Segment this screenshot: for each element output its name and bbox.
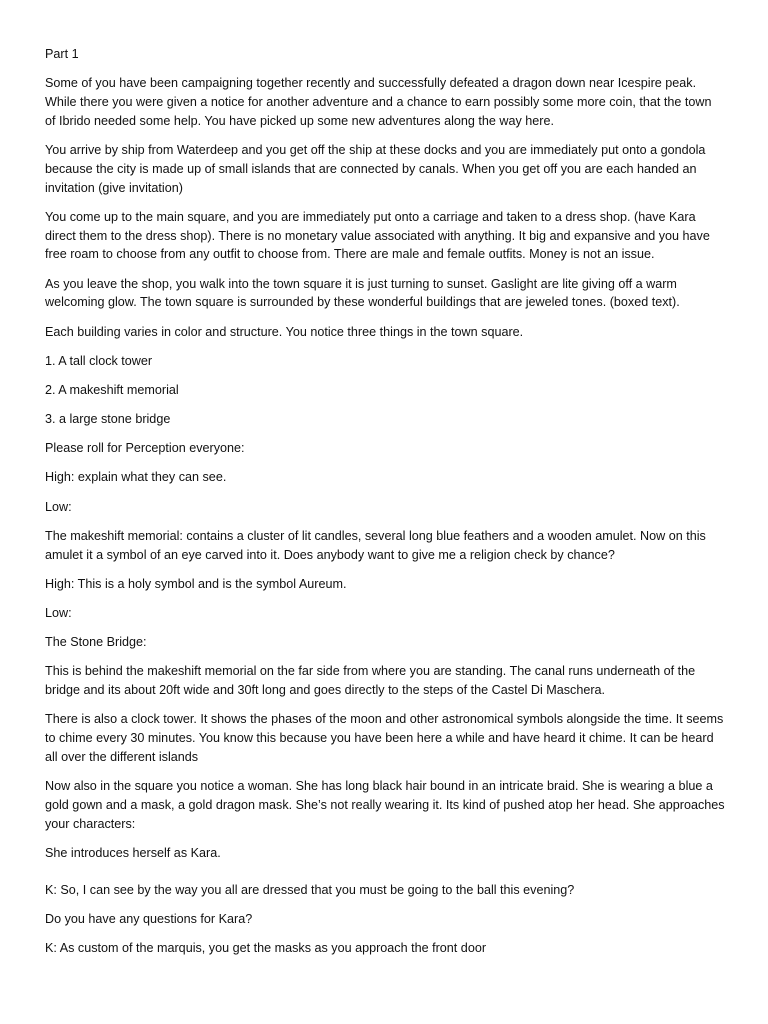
list-item-memorial: 2. A makeshift memorial: [45, 382, 179, 397]
paragraph-town-square: As you leave the shop, you walk into the town square it is just turning to sunset. Gaslight are lite giving off a warm welcoming glow. The town square is surrounded by these wonderful buildings that are jeweled tones. (boxed text).: [45, 276, 680, 310]
paragraph-arrival: You arrive by ship from Waterdeep and you get off the ship at these docks and you are immediately put onto a gondola because the city is made up of small islands that are connected by canals. When you get off you are each handed an invitation (give invitation): [45, 142, 706, 195]
paragraph-stone-bridge: This is behind the makeshift memorial on the far side from where you are standing. The canal runs underneath of the bridge and its about 20ft wide and 30ft long and goes directly to the steps of the Castel Di Maschera.: [45, 664, 696, 698]
dialogue-kara-ball: K: So, I can see by the way you all are dressed that you must be going to the ball this evening?: [45, 883, 575, 898]
document-page: [45, 45, 725, 969]
paragraph-dress-shop: You come up to the main square, and you are immediately put onto a carriage and taken to a dress shop. (have Kara direct them to the dress shop). There is no monetary value associated with anything. It big and expansive and you have free roam to choose from any outfit to choose from. There are male and female outfits. Money is not an issue.: [45, 209, 710, 262]
paragraph-perception-low: Low:: [45, 499, 72, 514]
list-item-clock-tower: 1. A tall clock tower: [45, 353, 153, 368]
heading-stone-bridge: The Stone Bridge:: [45, 635, 147, 650]
heading-part-1: Part 1: [45, 47, 79, 61]
paragraph-questions: Do you have any questions for Kara?: [45, 912, 253, 927]
paragraph-three-things: Each building varies in color and structure. You notice three things in the town square.: [45, 324, 524, 339]
dialogue-kara-masks: K: As custom of the marquis, you get the masks as you approach the front door: [45, 941, 487, 956]
paragraph-religion-high: High: This is a holy symbol and is the symbol Aureum.: [45, 576, 347, 591]
paragraph-woman: Now also in the square you notice a woman. She has long black hair bound in an intricate braid. She is wearing a blue a gold gown and a mask, a gold dragon mask. She’s not really wearing it. Its kind of pushed atop her head. She approaches your characters:: [45, 779, 725, 831]
paragraph-perception-roll: Please roll for Perception everyone:: [45, 441, 245, 456]
paragraph-religion-low: Low:: [45, 606, 72, 620]
paragraph-campaign-intro: Some of you have been campaigning together recently and successfully defeated a dragon down near Icespire peak. While there you were given a notice for another adventure and a chance to earn possibly some more coin, that the town of Ibrido needed some help. You have picked up some new adventures along the way here.: [45, 76, 712, 128]
paragraph-clock-tower: There is also a clock tower. It shows the phases of the moon and other astronomical symbols alongside the time. It seems to chime every 30 minutes. You know this because you have been here a while and have heard it chime. It can be heard all over the different islands: [45, 712, 724, 764]
paragraph-perception-high: High: explain what they can see.: [45, 470, 227, 485]
paragraph-kara-intro: She introduces herself as Kara.: [45, 845, 221, 860]
list-item-stone-bridge: 3. a large stone bridge: [45, 412, 171, 427]
paragraph-memorial: The makeshift memorial: contains a cluster of lit candles, several long blue feathers and a wooden amulet. Now on this amulet it a symbol of an eye carved into it. Does anybody want to give me a religion check by chance?: [45, 528, 706, 562]
